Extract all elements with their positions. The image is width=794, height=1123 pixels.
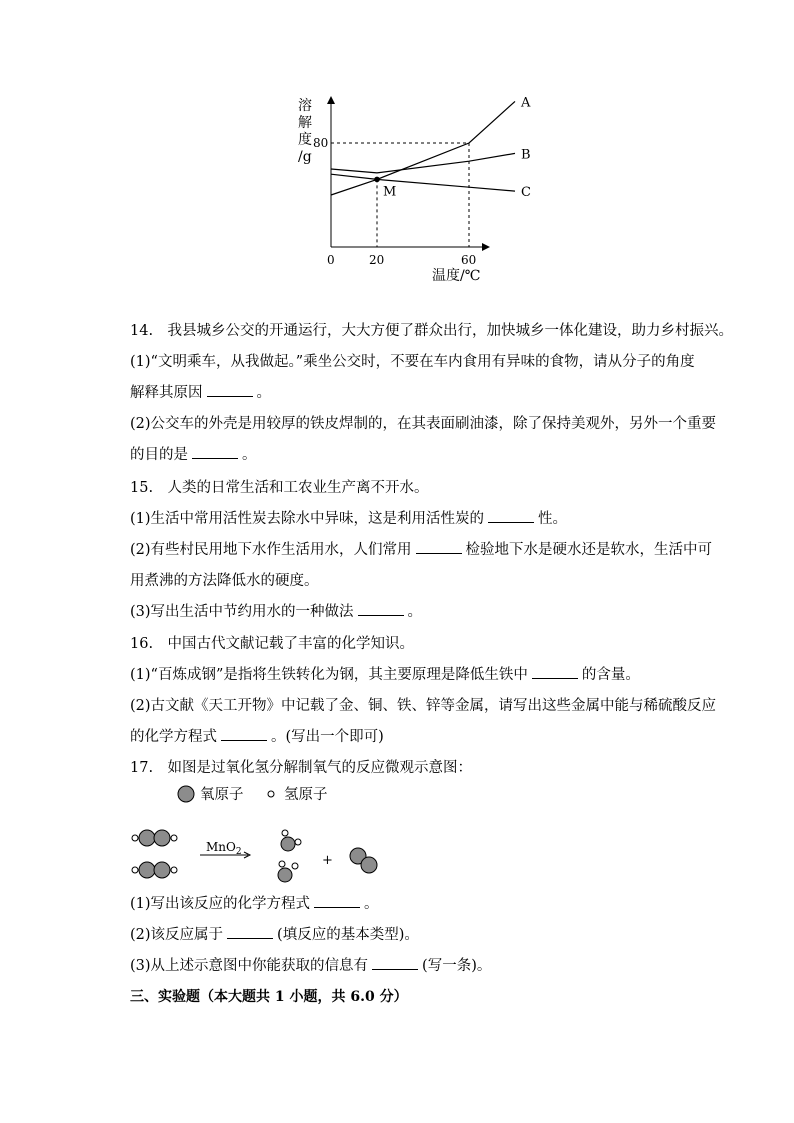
- water-molecule: [278, 861, 298, 882]
- intersection-label-M: M: [383, 184, 397, 200]
- answer-blank[interactable]: [314, 895, 360, 908]
- legend-oxygen-label: 氧原子: [200, 787, 244, 803]
- y-tick-label: 80: [313, 136, 329, 150]
- series-label-B: B: [521, 147, 531, 163]
- q17-part1: (1)写出该反应的化学方程式 。: [130, 896, 379, 912]
- q16-stem: 16. 中国古代文献记载了丰富的化学知识。: [130, 636, 415, 652]
- q14-part1-line1: (1)“文明乘车，从我做起。”乘坐公交时，不要在车内食用有异味的食物，请从分子的角度: [130, 354, 695, 370]
- section-heading-experiment: 三、实验题（本大题共 1 小题，共 6.0 分）: [130, 989, 408, 1005]
- answer-blank[interactable]: [207, 384, 253, 397]
- answer-blank[interactable]: [227, 926, 273, 939]
- answer-blank[interactable]: [358, 603, 404, 616]
- x-tick-label: 0: [327, 253, 335, 267]
- q14-part2-line2: 的目的是 。: [130, 447, 257, 463]
- q15-part3: (3)写出生活中节约用水的一种做法 。: [130, 604, 423, 620]
- series-label-A: A: [521, 95, 531, 111]
- x-axis-arrowhead: [482, 243, 490, 251]
- hydrogen-peroxide-molecule: [132, 830, 177, 846]
- q14-stem: 14. 我县城乡公交的开通运行，大大方便了群众出行，加快城乡一体化建设，助力乡村振兴。: [130, 323, 734, 339]
- q16-part2-line1: (2)古文献《天工开物》中记载了金、铜、铁、锌等金属，请写出这些金属中能与稀硫酸反应: [130, 698, 717, 714]
- solubility-chart: [0, 90, 794, 390]
- answer-blank[interactable]: [372, 957, 418, 970]
- q17-part3: (3)从上述示意图中你能获取的信息有 (写一条)。: [130, 958, 492, 974]
- catalyst-label: MnO$_2$: [206, 840, 242, 857]
- y-axis-arrowhead: [327, 96, 335, 104]
- x-axis-label: 温度/℃: [432, 268, 481, 284]
- y-axis-label-char: 度: [298, 132, 312, 148]
- q14-part1-line2: 解释其原因 。: [130, 385, 271, 401]
- series-line-B: [331, 153, 515, 173]
- series-label-C: C: [521, 185, 531, 201]
- answer-blank[interactable]: [416, 541, 462, 554]
- plus-sign: +: [322, 853, 333, 868]
- y-axis-label-char: 解: [298, 115, 312, 131]
- x-tick-label: 20: [369, 253, 385, 267]
- q17-stem: 17. 如图是过氧化氢分解制氧气的反应微观示意图：: [130, 760, 473, 776]
- series-line-C: [331, 174, 515, 191]
- answer-blank[interactable]: [192, 446, 238, 459]
- x-tick-label: 60: [461, 253, 477, 267]
- y-axis-label-char: 溶: [298, 98, 312, 114]
- q17-part2: (2)该反应属于 (填反应的基本类型)。: [130, 927, 419, 943]
- answer-blank[interactable]: [532, 666, 578, 679]
- oxygen-atom-legend-icon: [178, 786, 194, 802]
- q16-part2-line2: 的化学方程式 。(写出一个即可): [130, 729, 384, 745]
- q14-part2-line1: (2)公交车的外壳是用较厚的铁皮焊制的，在其表面刷油漆，除了保持美观外，另外一个重要: [130, 416, 717, 432]
- q15-stem: 15. 人类的日常生活和工农业生产离不开水。: [130, 480, 429, 496]
- q16-part1: (1)“百炼成钢”是指将生铁转化为钢，其主要原理是降低生铁中 的含量。: [130, 667, 640, 683]
- intersection-point-M: [374, 177, 380, 183]
- reaction-diagram: [0, 780, 794, 890]
- answer-blank[interactable]: [221, 728, 267, 741]
- hydrogen-peroxide-molecule: [132, 862, 177, 878]
- answer-blank[interactable]: [488, 510, 534, 523]
- hydrogen-atom-legend-icon: [268, 791, 274, 797]
- series-line-A: [331, 101, 515, 195]
- y-axis-label-char: /g: [298, 149, 312, 165]
- water-molecule: [281, 830, 301, 851]
- q15-part2-line2: 用煮沸的方法降低水的硬度。: [130, 573, 319, 589]
- q15-part2-line1: (2)有些村民用地下水作生活用水，人们常用 检验地下水是硬水还是软水，生活中可: [130, 542, 713, 558]
- oxygen-molecule: [350, 848, 377, 873]
- legend-hydrogen-label: 氢原子: [284, 787, 328, 803]
- q15-part1: (1)生活中常用活性炭去除水中异味，这是利用活性炭的 性。: [130, 511, 568, 527]
